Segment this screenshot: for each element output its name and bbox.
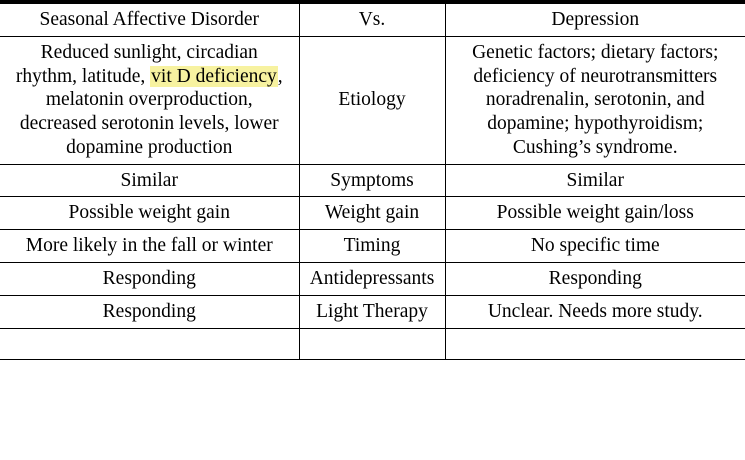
table-row [0,164,745,197]
cell-right-light-therapy: Unclear. Needs more study. [445,295,745,328]
light-therapy-label: Light Therapy [316,300,428,322]
cell-left-antidepressants: Responding [0,263,299,296]
table-header [0,4,745,37]
table-row [0,295,745,328]
tail-cell-middle [299,328,445,359]
cell-left-symptoms: Similar [0,164,299,197]
cell-middle-etiology: Etiology [299,36,445,164]
cell-left-weight-gain: Possible weight gain [0,197,299,230]
cell-right-symptoms: Similar [445,164,745,197]
antidepressants-label: Antidepressants [309,268,435,290]
comparison-table [0,3,745,360]
cell-middle-antidepressants [299,263,445,296]
table-row [0,36,745,164]
header-cell-right: Depression [445,4,745,37]
tail-cell-right [445,328,745,359]
etiology-text-pre: Reduced sunlight, circadian rhythm, latitude, [15,41,258,87]
table-row [0,230,745,263]
highlighted-text: vit D deficiency [151,65,277,87]
cell-right-etiology: Genetic factors; dietary factors; deficiency of neurotransmitters noradrenalin, serotonin, and dopamine; hypothyroidism; Cushing’s syndrome. [445,36,745,164]
cell-middle-light-therapy [299,295,445,328]
cell-left-light-therapy: Responding [0,295,299,328]
table-body [0,36,745,359]
cell-right-timing: No specific time [445,230,745,263]
table-row [0,263,745,296]
header-cell-middle: Vs. [299,4,445,37]
table-row [0,197,745,230]
cell-left-etiology [0,36,299,164]
cell-middle-weight-gain: Weight gain [299,197,445,230]
tail-cell-left [0,328,299,359]
cell-left-timing: More likely in the fall or winter [0,230,299,263]
header-row [0,4,745,37]
cell-right-antidepressants: Responding [445,263,745,296]
cell-middle-symptoms: Symptoms [299,164,445,197]
cell-middle-timing: Timing [299,230,445,263]
etiology-text-post: , melatonin overproduction, decreased serotonin levels, lower dopamine production [19,65,283,158]
header-cell-left: Seasonal Affective Disorder [0,4,299,37]
cell-right-weight-gain: Possible weight gain/loss [445,197,745,230]
table-tail-row [0,328,745,359]
